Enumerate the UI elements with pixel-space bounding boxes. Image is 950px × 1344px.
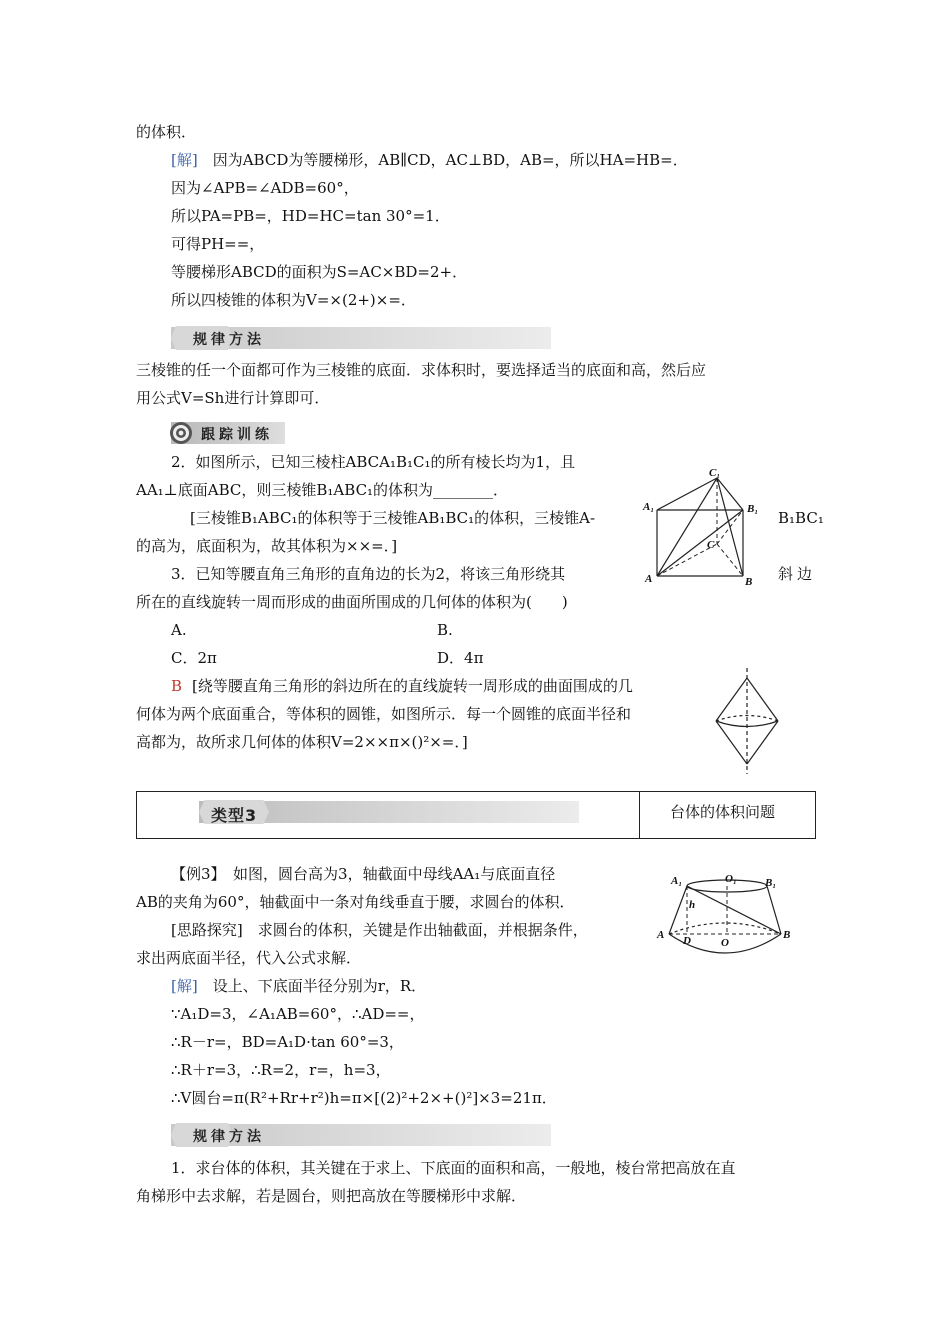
solution-line	[171, 976, 426, 996]
answer-text: [绕等腰直角三角形的斜边所在的直线旋转一周形成的曲面围成的几	[192, 677, 633, 695]
text-line: 高都为，故所求几何体的体积V=2××π×()²×=．]	[136, 733, 468, 751]
type-title: 台体的体积问题	[670, 803, 776, 821]
text-line: 何体为两个底面重合，等体积的圆锥，如图所示．每一个圆锥的底面半径和	[136, 705, 632, 723]
method-bar	[171, 327, 551, 349]
label-A: A	[645, 573, 653, 585]
text-line: ∴V圆台=π(R²+Rr+r²)h=π×[(2)²+2×+()²]×3=21π．	[171, 1089, 557, 1107]
text-line: B₁BC₁	[778, 509, 824, 527]
double-cone-figure	[712, 664, 782, 778]
frustum-figure	[655, 872, 797, 964]
text-line: [思路探究] 求圆台的体积，关键是作出轴截面，并根据条件，	[171, 921, 588, 939]
text-line: ∵A₁D=3，∠A₁AB=60°，∴AD==，	[171, 1005, 425, 1023]
label-B: B	[783, 929, 791, 941]
text-line: 因为∠APB=∠ADB=60°，	[171, 179, 359, 197]
type-label: 类型3	[211, 806, 258, 825]
answer-line	[171, 676, 633, 696]
type-bar	[199, 801, 579, 823]
label-O: O	[721, 937, 729, 949]
text-line: 所以四棱锥的体积为V=×(2+)×=．	[171, 291, 416, 309]
text-line: 【例3】 如图，圆台高为3，轴截面中母线AA₁与底面直径	[171, 865, 556, 883]
text-line: [三棱锥B₁ABC₁的体积等于三棱锥AB₁BC₁的体积，三棱锥A-	[190, 509, 596, 527]
text-line: 3．已知等腰直角三角形的直角边的长为2，将该三角形绕其	[171, 565, 566, 583]
method-label: 规律方法	[193, 1129, 265, 1145]
text-line: 2．如图所示，已知三棱柱ABCA₁B₁C₁的所有棱长均为1，且	[171, 453, 576, 471]
label-B1: B₁	[747, 503, 759, 515]
text-line: ∴R＋r=3，∴R=2，r=，h=3，	[171, 1061, 391, 1079]
text-line: AA₁⊥底面ABC，则三棱锥B₁ABC₁的体积为________．	[136, 481, 509, 499]
text-line: 三棱锥的任一个面都可作为三棱锥的底面．求体积时，要选择适当的底面和高，然后应	[136, 361, 707, 379]
label-B1: B₁	[765, 877, 777, 889]
solution-text: 设上、下底面半径分别为r，R．	[197, 977, 427, 995]
answer-letter: B	[171, 677, 183, 695]
label-C1: C₁	[709, 467, 721, 479]
track-bar	[171, 422, 285, 444]
text-line: ∴R－r=，BD=A₁D·tan 60°=3，	[171, 1033, 404, 1051]
solution-text: 因为ABCD为等腰梯形，AB∥CD，AC⊥BD，AB=，所以HA=HB=．	[197, 151, 688, 169]
method-label: 规律方法	[193, 332, 265, 348]
label-h: h	[689, 899, 696, 911]
type-box	[136, 791, 816, 839]
text-line: 的高为，底面积为，故其体积为××=．]	[136, 537, 398, 555]
solution-tag: [解]	[171, 151, 198, 169]
label-C: C	[707, 539, 715, 551]
label-O1: O₁	[725, 873, 737, 885]
text-line: 所在的直线旋转一周而形成的曲面所围成的几何体的体积为( )	[136, 593, 568, 611]
prism-figure	[643, 468, 773, 586]
text-line: 1．求台体的体积，其关键在于求上、下底面的面积和高，一般地，棱台常把高放在直	[171, 1159, 736, 1177]
option-c: C．2π	[171, 649, 217, 667]
text-line: 求出两底面半径，代入公式求解．	[136, 949, 362, 967]
text-line: 所以PA=PB=，HD=HC=tan 30°=1．	[171, 207, 450, 225]
text-line: 的体积．	[136, 123, 197, 141]
target-icon	[169, 421, 193, 445]
label-A: A	[657, 929, 665, 941]
label-A1: A₁	[643, 501, 655, 513]
label-B: B	[745, 576, 753, 588]
label-A1: A₁	[671, 875, 683, 887]
text-line: 斜边	[778, 565, 817, 583]
method-bar	[171, 1124, 551, 1146]
text-line: AB的夹角为60°，轴截面中一条对角线垂直于腰，求圆台的体积．	[136, 893, 575, 911]
option-b: B.	[437, 621, 453, 639]
track-label: 跟踪训练	[201, 427, 273, 443]
text-line: 可得PH==，	[171, 235, 265, 253]
text-line: 角梯形中去求解，若是圆台，则把高放在等腰梯形中求解．	[136, 1187, 527, 1205]
option-a: A.	[171, 621, 187, 639]
text-line: 用公式V=Sh进行计算即可．	[136, 389, 330, 407]
solution-tag: [解]	[171, 977, 198, 995]
text-line: 等腰梯形ABCD的面积为S=AC×BD=2+．	[171, 263, 468, 281]
label-D: D	[683, 935, 691, 947]
option-d: D．4π	[437, 649, 484, 667]
solution-line	[171, 150, 688, 170]
